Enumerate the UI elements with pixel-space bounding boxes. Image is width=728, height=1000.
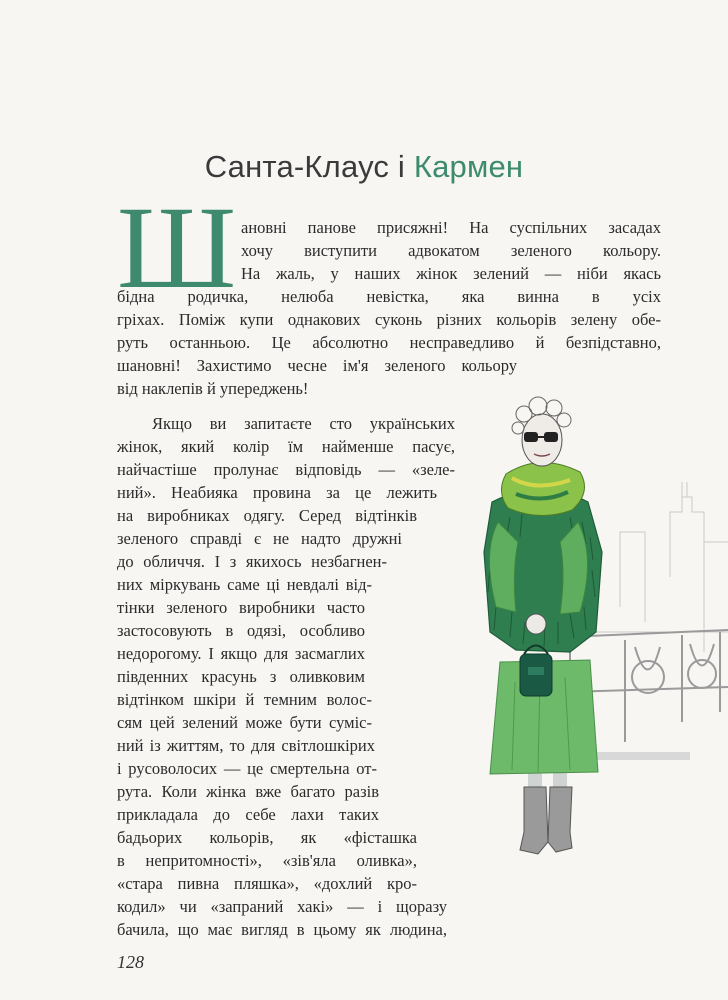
p2-line: найчастіше пролунає відповідь — «зеле-	[117, 460, 455, 479]
chapter-title-part1: Санта-Клаус і	[204, 148, 414, 184]
p2-line: недорогому. І якщо для засмаглих	[117, 644, 365, 663]
p2-line: кодил» чи «запраний хакі» — і щоразу	[117, 897, 447, 916]
p2-line: відтінком шкіри й темним волос-	[117, 690, 372, 709]
p1-line: ановні панове присяжні! На суспільних засадах	[241, 218, 661, 237]
p1-line: від наклепів й упереджень!	[117, 379, 309, 398]
p2-line: рута. Коли жінка вже багато разів	[117, 782, 379, 801]
p2-line: них міркувань саме ці невдалі від-	[117, 575, 372, 594]
p1-line: шановні! Захистимо чесне ім'я зеленого кольору	[117, 356, 517, 375]
p2-line: ний із життям, то для світлошкірих	[117, 736, 375, 755]
page-number: 128	[117, 952, 144, 972]
p1-line: бідна родичка, нелюба невістка, яка винна в усіх	[117, 287, 661, 306]
p1-line: гріхах. Поміж купи однакових суконь різних кольорів зелену обе-	[117, 310, 661, 329]
p2-line: в непритомності», «зів'яла оливка»,	[117, 851, 417, 870]
p2-line: тінки зеленого виробники часто	[117, 598, 365, 617]
p2-line: застосовують в одязі, особливо	[117, 621, 365, 640]
drop-cap: Ш	[117, 182, 237, 313]
p1-line: руть останньою. Це абсолютно несправедливо й безпідставно,	[117, 333, 661, 352]
p2-line: на виробниках одягу. Серед відтінків	[117, 506, 417, 525]
p2-line: Якщо ви запитаєте сто українських	[152, 414, 455, 433]
p2-line: до обличчя. І з якихось незбагнен-	[117, 552, 387, 571]
p2-line: і русоволосих — це смертельна от-	[117, 759, 377, 778]
p2-line: південних красунь з оливковим	[117, 667, 365, 686]
p2-line: бачила, що має вигляд в цьому як людина,	[117, 920, 447, 939]
p2-line: жінок, який колір їм найменше пасує,	[117, 437, 455, 456]
woman-in-green-illustration	[420, 392, 728, 892]
chapter-title	[0, 149, 728, 185]
p2-line: сям цей зелений може бути суміс-	[117, 713, 372, 732]
p2-line: прикладала до себе лахи таких	[117, 805, 379, 824]
p2-line: ний». Неабияка провина за це лежить	[117, 483, 437, 502]
p2-line: бадьорих кольорів, як «фісташка	[117, 828, 417, 847]
p2-line: «стара пивна пляшка», «дохлий кро-	[117, 874, 417, 893]
p1-line: На жаль, у наших жінок зелений — ніби якась	[241, 264, 661, 283]
chapter-title-accent: Кармен	[413, 148, 524, 184]
p1-line: хочу виступити адвокатом зеленого кольору.	[241, 241, 661, 260]
p2-line: зеленого справді є не надто дружні	[117, 529, 402, 548]
